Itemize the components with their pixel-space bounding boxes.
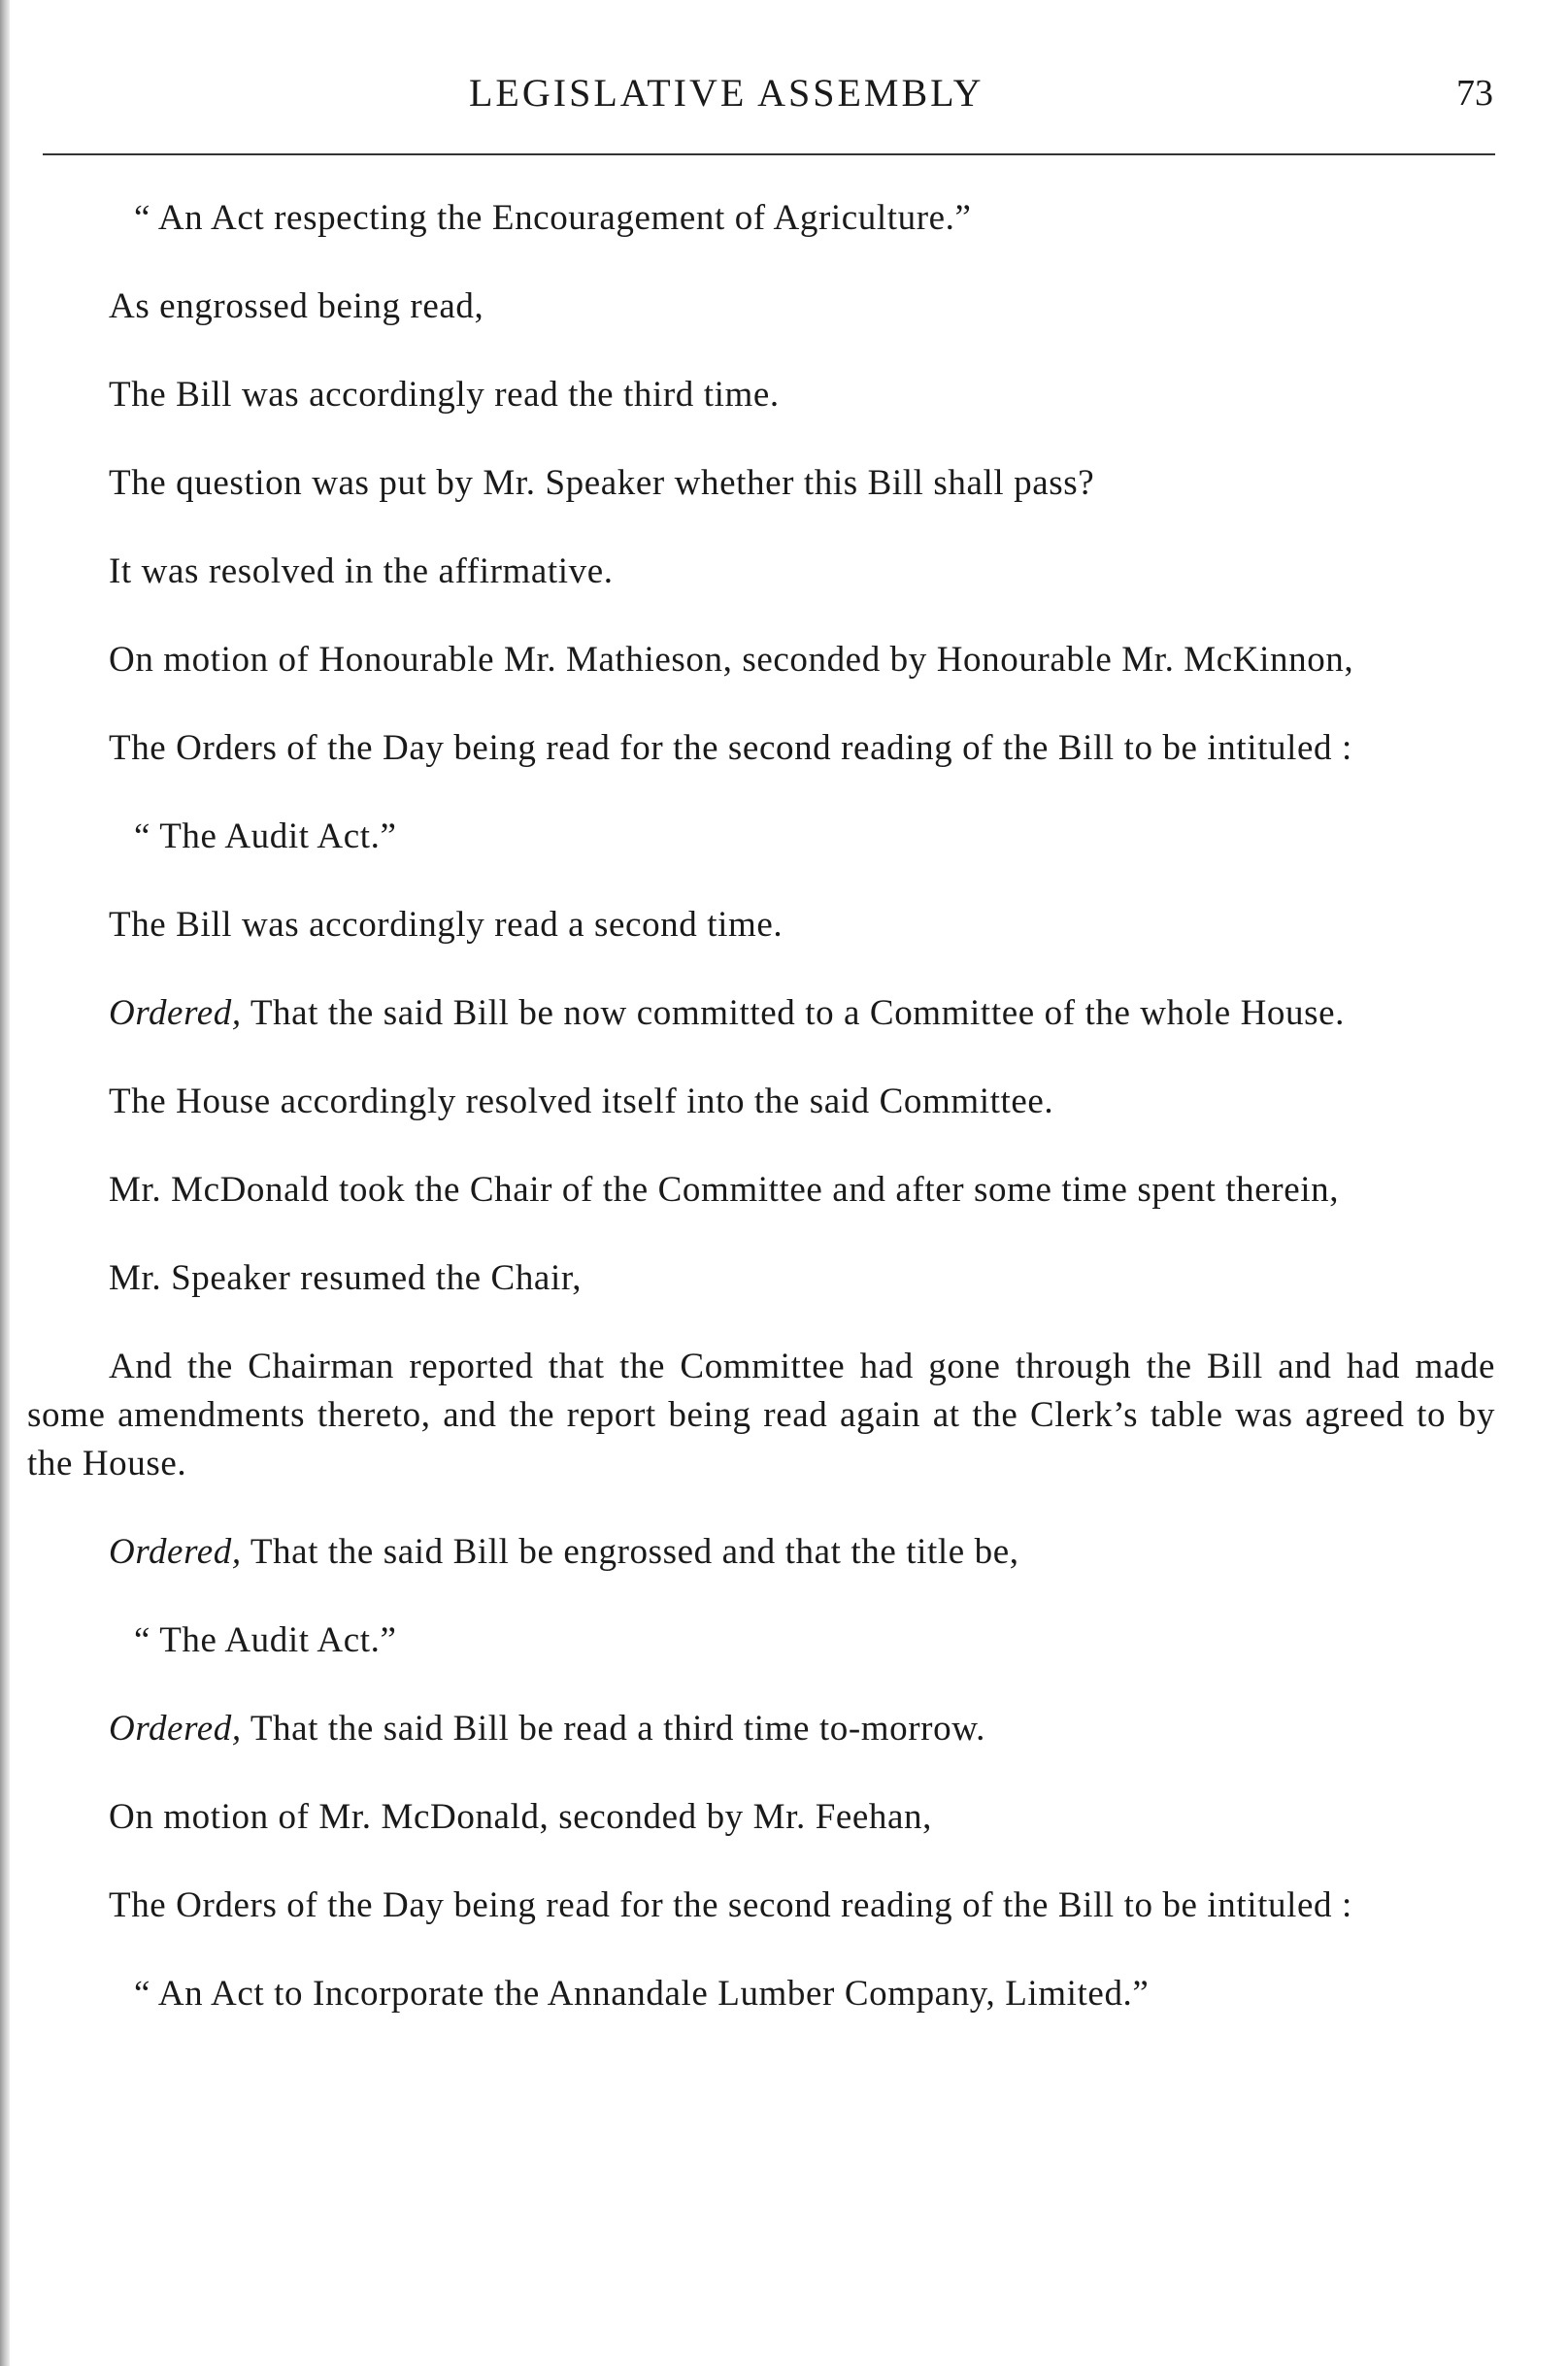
paragraph-text: The question was put by Mr. Speaker whether this Bill shall pass? [109,463,1095,503]
paragraph-text: As engrossed being read, [109,286,484,326]
paragraph [27,283,1495,331]
body-text [27,194,1495,2058]
paragraph-text: And the Chairman reported that the Committee had gone through the Bill and had made some amendments thereto, and the report being read again at the Clerk’s table was agreed to by the House. [27,1347,1495,1483]
paragraph [27,1166,1495,1215]
paragraph-text: The Bill was accordingly read a second time. [109,905,784,945]
paragraph [27,636,1495,684]
paragraph-text: That the said Bill be read a third time to-morrow. [241,1709,985,1749]
quoted-bill-title [27,1970,1495,2018]
paragraph-text: Mr. Speaker resumed the Chair, [109,1258,583,1298]
paragraph [27,1882,1495,1930]
running-header [0,70,1568,128]
paragraph-text: That the said Bill be engrossed and that the title be, [241,1532,1019,1572]
ordered-lead: Ordered, [109,1532,242,1572]
paragraph-text: On motion of Honourable Mr. Mathieson, seconded by Honourable Mr. McKinnon, [109,640,1354,680]
paragraph [27,1343,1495,1488]
paragraph-text: The Orders of the Day being read for the second reading of the Bill to be intituled : [109,1885,1352,1925]
paragraph [27,989,1495,1038]
paragraph-text: The Orders of the Day being read for the second reading of the Bill to be intituled : [109,728,1352,768]
paragraph [27,371,1495,419]
page-binding-edge [0,0,10,2366]
paragraph [27,459,1495,508]
paragraph-text: The House accordingly resolved itself into the said Committee. [109,1082,1054,1121]
paragraph-text: “ The Audit Act.” [134,816,397,856]
paragraph [27,1705,1495,1753]
running-title: LEGISLATIVE ASSEMBLY [469,71,984,115]
paragraph [27,724,1495,773]
paragraph [27,1793,1495,1842]
paragraph [27,901,1495,950]
paragraph-text: On motion of Mr. McDonald, seconded by Mr. Feehan, [109,1797,932,1837]
ordered-lead: Ordered, [109,993,242,1033]
paragraph-text: “ An Act to Incorporate the Annandale Lumber Company, Limited.” [134,1974,1150,2014]
header-rule [43,153,1495,155]
paragraph-text: “ An Act respecting the Encouragement of Agriculture.” [134,198,972,238]
paragraph-text: “ The Audit Act.” [134,1620,397,1660]
quoted-bill-title [27,1616,1495,1665]
paragraph [27,1528,1495,1577]
paragraph-text: The Bill was accordingly read the third time. [109,375,780,415]
page-number: 73 [1456,73,1493,114]
paragraph-text: That the said Bill be now committed to a Committee of the whole House. [241,993,1345,1033]
ordered-lead: Ordered, [109,1709,242,1749]
quoted-bill-title [27,813,1495,861]
paragraph-text: Mr. McDonald took the Chair of the Committee and after some time spent therein, [109,1170,1340,1210]
paragraph [27,1078,1495,1126]
paragraph [27,548,1495,596]
paragraph-text: It was resolved in the affirmative. [109,551,614,591]
paragraph [27,1254,1495,1303]
quoted-bill-title [27,194,1495,243]
